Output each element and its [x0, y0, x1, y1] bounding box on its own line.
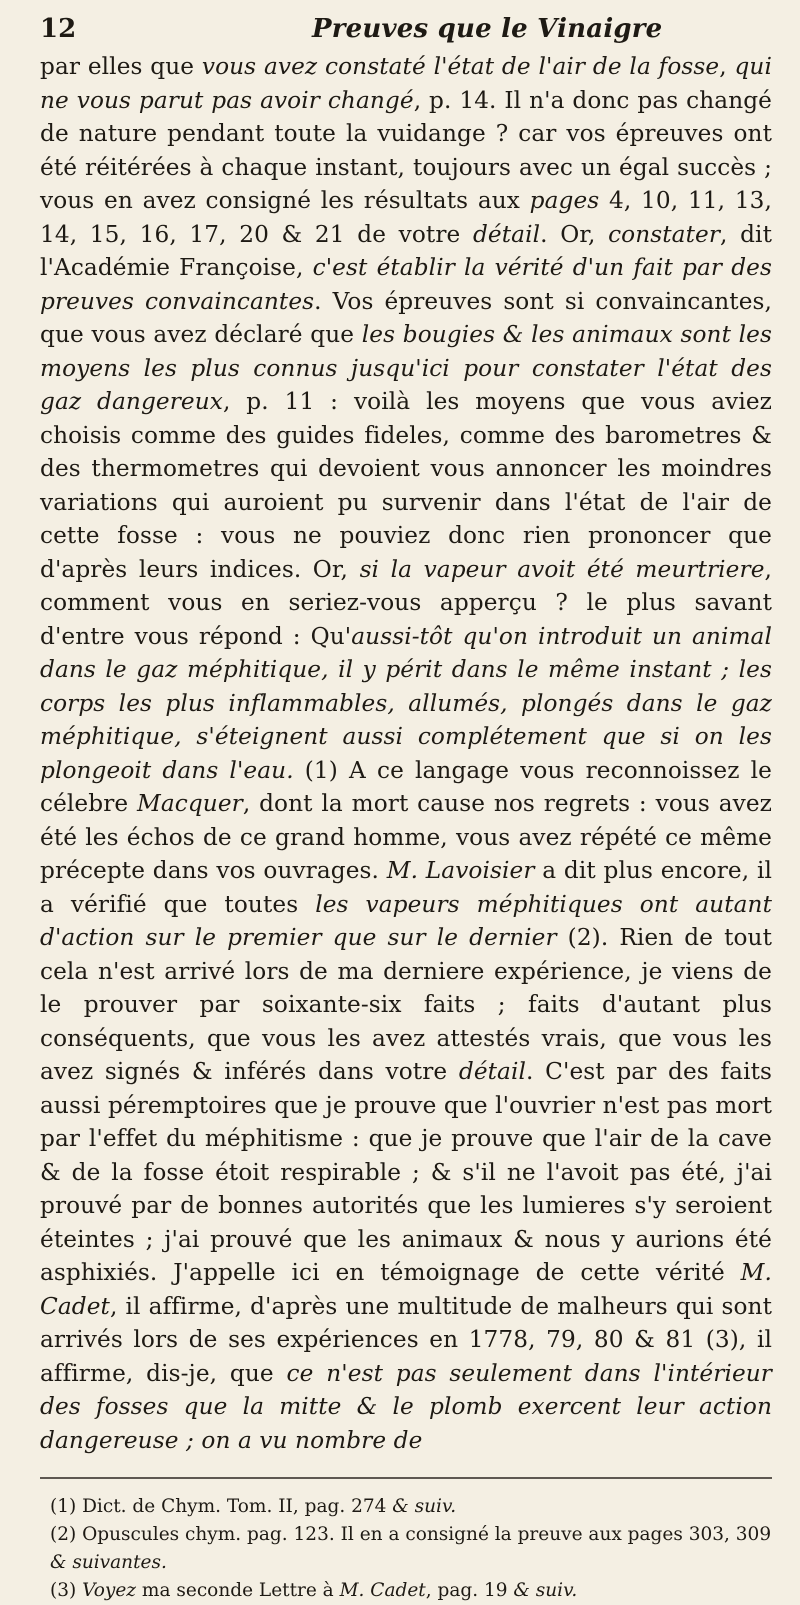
italic-run: si la vapeur avoit été meurtriere	[359, 555, 765, 583]
footnotes	[40, 1493, 772, 1605]
text-run: , dont la mort cause nos regrets : vous avez été les échos de ce grand homme, vous avez répété ce même précepte dans vos ouvrages.	[40, 790, 772, 884]
italic-run: Macquer	[137, 790, 243, 817]
running-head	[40, 12, 772, 46]
italic-run: qui ne vous parut pas avoir changé	[40, 53, 772, 114]
text-run: ,	[719, 53, 735, 80]
footnote-italic: Voyez	[82, 1580, 137, 1601]
footnote-text: , pag. 19	[425, 1580, 514, 1601]
text-run: , p. 14. Il n'a donc pas changé de nature pendant toute la vuidange ? car vos épreuves ont été réitérées à chaque instant, toujours avec un égal succès ; vous en avez consigné les résultats aux	[40, 86, 772, 214]
text-run: . Vos épreuves sont si convaincantes, que vous avez déclaré que	[40, 287, 772, 348]
italic-run: c'est établir la vérité d'un fait par des preuves convaincantes	[40, 254, 773, 315]
footnote-italic: & suiv.	[513, 1580, 578, 1601]
italic-run: pages	[529, 187, 600, 214]
text-run: (1) A ce langage vous reconnoissez le célebre	[40, 756, 772, 817]
text-run: , comment vous en seriez-vous apperçu ? le plus savant d'entre vous répond : Qu'	[40, 555, 772, 650]
page-number: 12	[40, 14, 77, 44]
italic-run: constater	[608, 220, 721, 248]
footnote-italic: M. Cadet	[339, 1580, 426, 1601]
footnote-text: (1) Dict. de Chym. Tom. II, pag. 274	[50, 1496, 393, 1517]
italic-run: ce n'est pas seulement dans l'intérieur des fosses que la mitte & le plomb exercent leur action dangereuse ; on a vu nombre de	[40, 1359, 772, 1454]
text-run: (2). Rien de tout cela n'est arrivé lors de ma derniere expérience, je viens de le prouver par soixante-six faits ; faits d'autant plus conséquents, que vous les avez attestés vrais, que vous les avez signés & inférés dans votre	[40, 924, 772, 1085]
text-run: , il affirme, d'après une multitude de malheurs qui sont arrivés lors de ses expériences en 1778, 79, 80 & 81 (3), il affirme, dis-je, que	[40, 1292, 772, 1387]
footnote-italic: & suivantes.	[50, 1552, 167, 1573]
footnote-divider	[40, 1477, 772, 1479]
italic-run: M. Lavoisier	[386, 857, 535, 884]
italic-run: M. Cadet	[40, 1259, 772, 1320]
italic-run: vous avez constaté l'état de l'air de la fosse	[201, 53, 720, 80]
footnote-text: (3)	[50, 1580, 83, 1601]
footnote-1	[50, 1493, 772, 1521]
italic-run: aussi-tôt qu'on introduit un animal dans le gaz méphitique, il y périt dans le même instant ; les corps les plus inflammables, allumés, plongés dans le gaz méphitique, s'éteignent aussi complétement que si on les plongeoit dans l'eau.	[40, 622, 772, 784]
footnote-3	[50, 1577, 772, 1605]
italic-run: les bougies & les animaux sont les moyens les plus connus jusqu'ici pour constater l'état des gaz dangereux	[40, 321, 772, 415]
italic-run: détail	[458, 1058, 527, 1085]
text-run: , dit l'Académie Françoise,	[40, 220, 772, 281]
text-run: 4, 10, 11, 13, 14, 15, 16, 17, 20 & 21 de votre	[40, 187, 773, 248]
text-run: par elles que	[40, 53, 202, 80]
text-run: , p. 11 : voilà les moyens que vous aviez choisis comme des guides fideles, comme des barometres & des thermometres qui devoient vous annoncer les moindres variations qui auroient pu survenir dans l'état de l'air de cette fosse : vous ne pouviez donc rien prononcer que d'après leurs indices. Or,	[40, 388, 772, 583]
running-title: Preuves que le Vinaigre	[312, 14, 663, 44]
footnote-text: ma seconde Lettre à	[136, 1580, 340, 1601]
italic-run: détail	[472, 220, 541, 248]
body-paragraph	[40, 50, 772, 1457]
footnote-2	[50, 1521, 772, 1577]
footnote-italic: & suiv.	[392, 1496, 457, 1517]
text-run: . Or,	[540, 220, 609, 248]
footnote-text: (2) Opuscules chym. pag. 123. Il en a consigné la preuve aux pages 303, 309	[50, 1524, 772, 1545]
text-run: a dit plus encore, il a vérifié que toutes	[40, 857, 772, 918]
italic-run: les vapeurs méphitiques ont autant d'action sur le premier que sur le dernier	[40, 890, 772, 951]
text-run: . C'est par des faits aussi péremptoires que je prouve que l'ouvrier n'est pas mort par l'effet du méphitisme : que je prouve que l'air de la cave & de la fosse étoit respirable ; & s'il ne l'avoit pas été, j'ai prouvé par de bonnes autorités que les lumieres s'y seroient éteintes ; j'ai prouvé que les animaux & nous y aurions été asphixiés. J'appelle ici en témoignage de cette vérité	[40, 1058, 772, 1286]
